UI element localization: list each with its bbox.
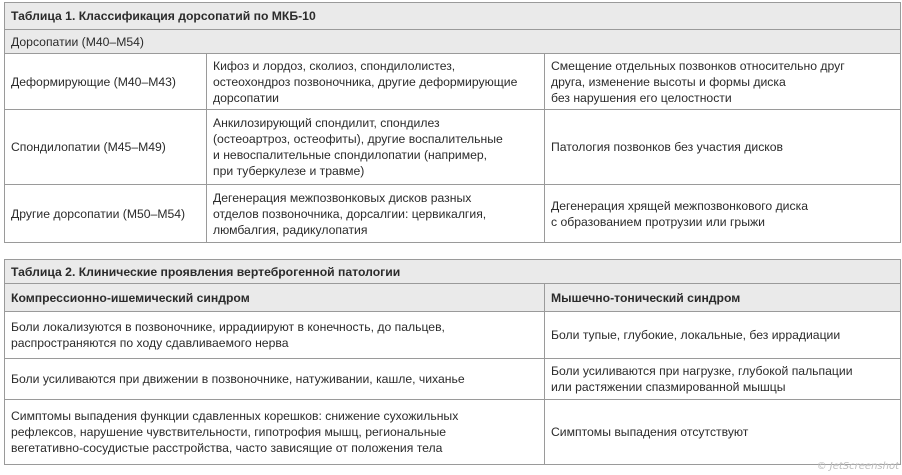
row-label: Деформирующие (М40–М43) [5, 54, 207, 110]
row-examples: Анкилозирующий спондилит, спондилез (остеоартроз, остеофиты), другие воспалительные и невоспалительные спондилопатии (например, при туберкулезе и травме) [207, 110, 545, 185]
watermark: © JetScreenshot [816, 461, 899, 472]
left-cell: Боли локализуются в позвоночнике, иррадиируют в конечность, до пальцев, распространяются по ходу сдавливаемого нерва [5, 312, 545, 359]
table2-row [5, 312, 901, 359]
row-examples: Кифоз и лордоз, сколиоз, спондилолистез, остеохондроз позвоночника, другие деформирующие дорсопатии [207, 54, 545, 110]
table1-row [5, 185, 901, 243]
right-cell: Симптомы выпадения отсутствуют [545, 400, 901, 465]
classification-table [4, 2, 901, 243]
table1-section-row [5, 30, 901, 54]
table2-title: Таблица 2. Клинические проявления вертеброгенной патологии [5, 260, 901, 284]
table1-row [5, 54, 901, 110]
table1-section: Дорсопатии (М40–М54) [5, 30, 901, 54]
left-cell: Боли усиливаются при движении в позвоночнике, натуживании, кашле, чиханье [5, 359, 545, 400]
right-cell: Боли усиливаются при нагрузке, глубокой пальпации или растяжении спазмированной мышцы [545, 359, 901, 400]
row-description: Смещение отдельных позвонков относительно друг друга, изменение высоты и формы диска без нарушения его целостности [545, 54, 901, 110]
table2-row [5, 400, 901, 465]
column-header: Мышечно-тонический синдром [545, 284, 901, 312]
column-header: Компрессионно-ишемический синдром [5, 284, 545, 312]
right-cell: Боли тупые, глубокие, локальные, без иррадиации [545, 312, 901, 359]
row-label: Другие дорсопатии (М50–М54) [5, 185, 207, 243]
row-label: Спондилопатии (М45–М49) [5, 110, 207, 185]
table2-title-row [5, 260, 901, 284]
left-cell: Симптомы выпадения функции сдавленных корешков: снижение сухожильных рефлексов, нарушение чувствительности, гипотрофия мышц, региональные вегетативно-сосудистые расстройства, часто зависящие от положения тела [5, 400, 545, 465]
row-examples: Дегенерация межпозвонковых дисков разных отделов позвоночника, дорсалгии: цервикалгия, люмбалгия, радикулопатия [207, 185, 545, 243]
row-description: Патология позвонков без участия дисков [545, 110, 901, 185]
clinical-table [4, 259, 901, 465]
table2-row [5, 359, 901, 400]
table1-row [5, 110, 901, 185]
table1-title-row [5, 3, 901, 30]
table2-header-row [5, 284, 901, 312]
table1-title: Таблица 1. Классификация дорсопатий по МКБ-10 [5, 3, 901, 30]
row-description: Дегенерация хрящей межпозвонкового диска с образованием протрузии или грыжи [545, 185, 901, 243]
